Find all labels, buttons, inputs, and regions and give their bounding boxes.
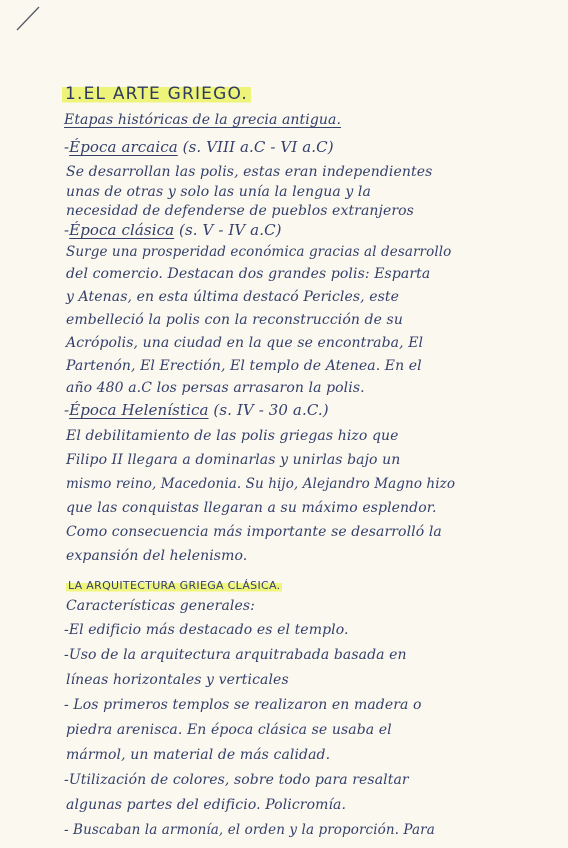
epoca-helenistica-name: Época Helenística	[69, 401, 209, 419]
arquitectura-subheading: Características generales:	[66, 598, 255, 614]
paragraph-line: Filipo II llegara a dominarlas y unirlas bajo un	[66, 452, 401, 468]
paragraph-line: y Atenas, en esta última destacó Pericles, este	[66, 289, 400, 305]
paragraph-line: embelleció la polis con la reconstrucción de su	[66, 312, 403, 328]
paragraph-line: necesidad de defenderse de pueblos extranjeros	[66, 203, 414, 219]
epoca-helenistica-heading: -Época Helenística (s. IV - 30 a.C.)	[64, 401, 329, 419]
list-item: -El edificio más destacado es el templo.	[64, 622, 349, 638]
page-title: 1.EL ARTE GRIEGO.	[62, 84, 251, 104]
paragraph-line: mismo reino, Macedonia. Su hijo, Alejandro Magno hizo	[66, 476, 456, 492]
pen-stroke-mark	[14, 4, 42, 32]
paragraph-line: año 480 a.C los persas arrasaron la polis.	[66, 380, 365, 396]
epoca-clasica-name: Época clásica	[69, 221, 175, 239]
arquitectura-heading: LA ARQUITECTURA GRIEGA CLÁSICA.	[68, 579, 281, 592]
paragraph-line: que las conquistas llegaran a su máximo esplendor.	[66, 500, 437, 516]
paragraph-line: Surge una prosperidad económica gracias al desarrollo	[66, 244, 452, 260]
epoca-arcaica-heading: -Época arcaica (s. VIII a.C - VI a.C)	[64, 138, 334, 156]
section-subtitle: Etapas históricas de la grecia antigua.	[64, 112, 342, 128]
list-item: -Uso de la arquitectura arquitrabada basada en	[64, 647, 407, 663]
paragraph-line: expansión del helenismo.	[66, 548, 248, 564]
list-item: mármol, un material de más calidad.	[66, 747, 331, 763]
paragraph-line: Partenón, El Erectión, El templo de Atenea. En el	[66, 358, 422, 374]
epoca-clasica-dates: (s. V - IV a.C)	[179, 221, 282, 239]
paragraph-line: Se desarrollan las polis, estas eran independientes	[66, 164, 433, 180]
epoca-arcaica-name: Época arcaica	[69, 138, 178, 156]
list-item: piedra arenisca. En época clásica se usaba el	[66, 722, 392, 738]
epoca-arcaica-dates: (s. VIII a.C - VI a.C)	[182, 138, 334, 156]
epoca-clasica-heading: -Época clásica (s. V - IV a.C)	[64, 221, 282, 239]
paragraph-line: del comercio. Destacan dos grandes polis: Esparta	[66, 266, 431, 282]
paragraph-line: unas de otras y solo las unía la lengua y la	[66, 184, 371, 200]
paragraph-line: Como consecuencia más importante se desarrolló la	[66, 524, 442, 540]
paragraph-line: El debilitamiento de las polis griegas hizo que	[66, 428, 399, 444]
list-item: - Los primeros templos se realizaron en madera o	[64, 697, 422, 713]
epoca-helenistica-dates: (s. IV - 30 a.C.)	[213, 401, 329, 419]
list-item: -Utilización de colores, sobre todo para resaltar	[64, 772, 409, 788]
paragraph-line: Acrópolis, una ciudad en la que se encontraba, El	[66, 335, 424, 351]
list-item: líneas horizontales y verticales	[66, 672, 289, 688]
list-item: algunas partes del edificio. Policromía.	[66, 797, 347, 813]
list-item: - Buscaban la armonía, el orden y la proporción. Para	[64, 822, 435, 838]
